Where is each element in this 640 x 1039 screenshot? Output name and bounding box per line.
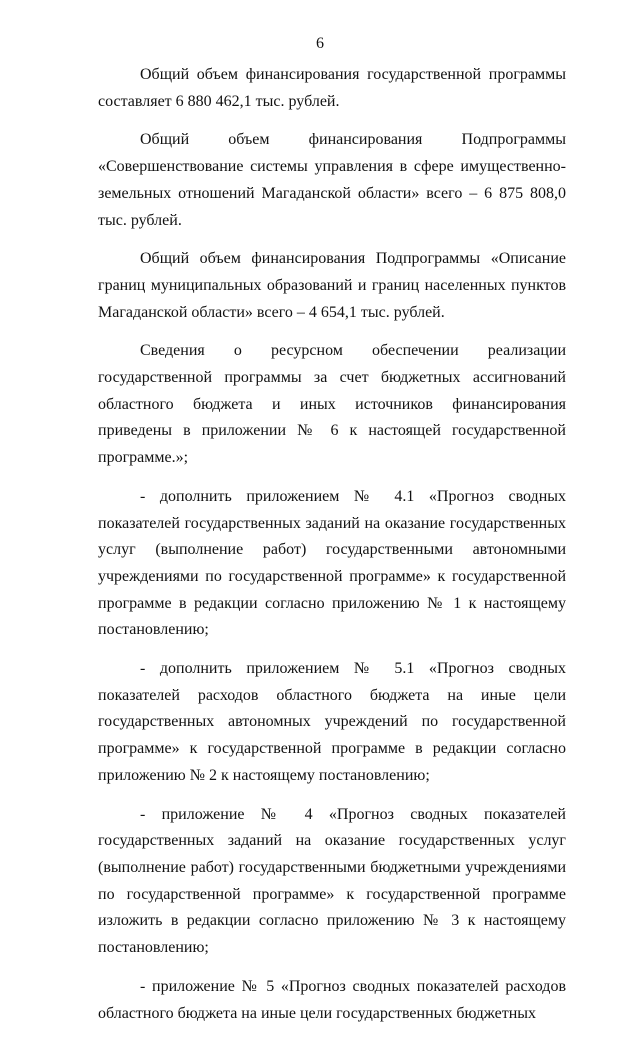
paragraph-appendix-4: - приложение № 4 «Прогноз сводных показателей государственных заданий на оказание государственных услуг (выполнение работ) государственными бюджетными учреждениями по государственной программе» к государственной программе изложить в редакции согласно приложению № 3 к настоящему постановлению; [98, 805, 566, 957]
document-body [98, 62, 566, 1039]
paragraph-total-funding: Общий объем финансирования государственной программы составляет 6 880 462,1 тыс. рублей. [98, 66, 566, 110]
paragraph-appendix-5: - приложение № 5 «Прогноз сводных показателей расходов областного бюджета на иные цели государственных бюджетных [98, 977, 566, 1022]
paragraph-subprogram-1-funding: Общий объем финансирования Подпрограммы «Совершенствование системы управления в сфере имущественно-земельных отношений Магаданской области» всего – 6 875 808,0 тыс. рублей. [98, 131, 566, 229]
paragraph-appendix-4-1: - дополнить приложением № 4.1 «Прогноз сводных показателей государственных заданий на оказание государственных услуг (выполнение работ) государственными автономными учреждениями по государственной программе» к государственной программе в редакции согласно приложению № 1 к настоящему постановлению; [98, 487, 566, 639]
paragraph-subprogram-2-funding: Общий объем финансирования Подпрограммы «Описание границ муниципальных образований и границ населенных пунктов Магаданской области» всего – 4 654,1 тыс. рублей. [98, 250, 566, 321]
paragraph-resource-info: Сведения о ресурсном обеспечении реализации государственной программы за счет бюджетных ассигнований областного бюджета и иных источников финансирования приведены в приложении № 6 к настоящей государственной программе.»; [98, 342, 566, 467]
page-number: 6 [316, 35, 324, 52]
paragraph-appendix-5-1: - дополнить приложением № 5.1 «Прогноз сводных показателей расходов областного бюджета на иные цели государственных автономных учреждений по государственной программе» к государственной программе в редакции согласно приложению № 2 к настоящему постановлению; [98, 660, 566, 784]
